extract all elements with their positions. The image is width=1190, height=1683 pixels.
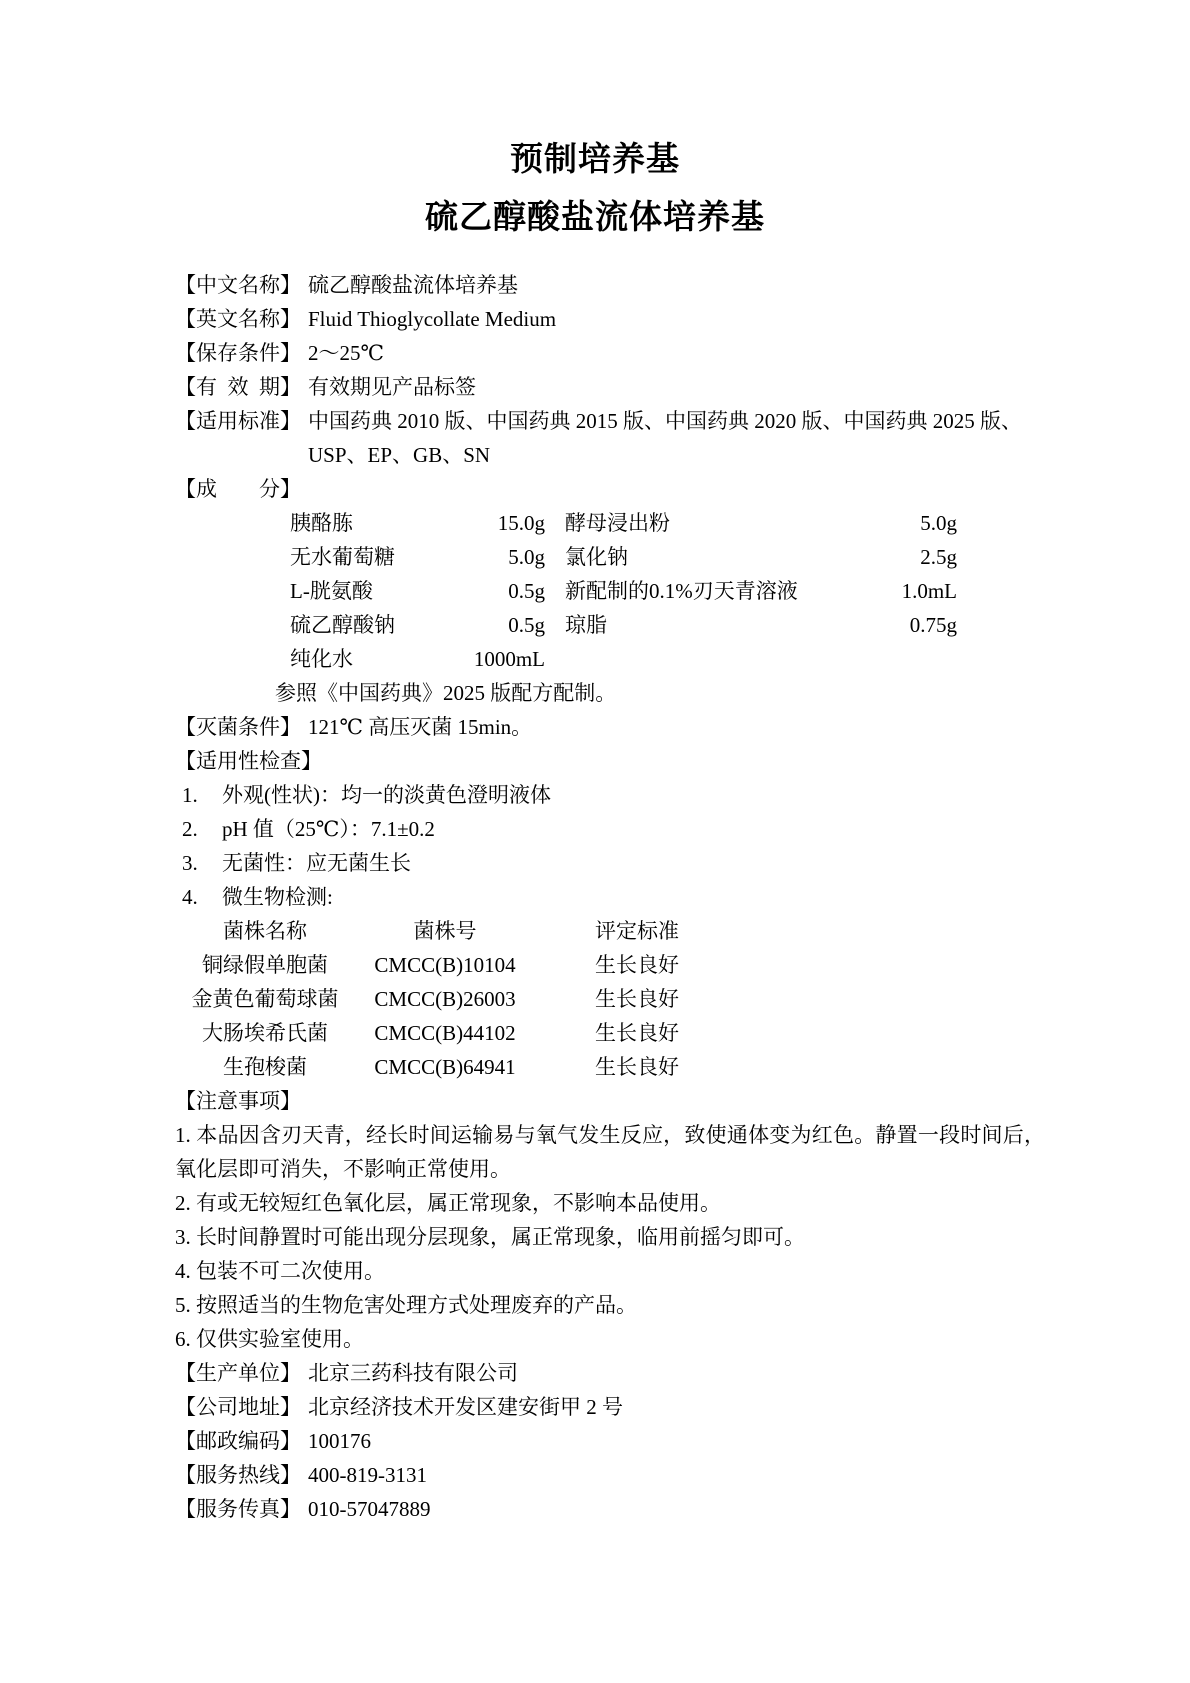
strain-name: 铜绿假单胞菌	[202, 953, 328, 977]
ingredient-name: 新配制的0.1%刃天青溶液	[565, 579, 798, 603]
field-hotline	[175, 1458, 1045, 1492]
section-precautions-label: 【注意事项】	[175, 1089, 301, 1113]
field-value: Fluid Thioglycollate Medium	[308, 307, 557, 331]
item-text: 微生物检测:	[222, 885, 333, 909]
field-en-name	[175, 302, 1045, 336]
ingredient-name	[565, 642, 895, 676]
field-storage	[175, 336, 1045, 370]
field-label: 【保存条件】	[175, 341, 301, 365]
ingredient-name: 无水葡萄糖	[290, 545, 395, 569]
suitability-item	[182, 812, 1045, 846]
precaution-item: 2. 有或无较短红色氧化层，属正常现象，不影响本品使用。	[175, 1191, 721, 1215]
item-text: 无菌性：应无菌生长	[222, 851, 411, 875]
strain-result: 生长良好	[595, 987, 679, 1011]
table-row	[175, 982, 1045, 1016]
composition-row	[290, 642, 1045, 676]
field-label: 【服务传真】	[175, 1497, 301, 1521]
ingredient-amount: 0.5g	[508, 579, 545, 603]
ingredient-amount: 0.5g	[508, 613, 545, 637]
table-row	[175, 948, 1045, 982]
field-value: 100176	[308, 1429, 371, 1453]
section-composition-label: 【成 分】	[175, 477, 301, 501]
section-suitability-label: 【适用性检查】	[175, 749, 322, 773]
field-standards	[175, 404, 1045, 438]
field-value: 400-819-3131	[308, 1463, 427, 1487]
composition-note: 参照《中国药典》2025 版配方配制。	[275, 681, 617, 705]
field-label: 【灭菌条件】	[175, 715, 301, 739]
field-value: 北京三药科技有限公司	[308, 1361, 518, 1385]
ingredient-amount: 1000mL	[473, 647, 545, 671]
document-subtitle: 硫乙醇酸盐流体培养基	[425, 200, 765, 236]
field-fax	[175, 1492, 1045, 1526]
field-label: 【中文名称】	[175, 273, 301, 297]
table-row	[175, 1016, 1045, 1050]
strain-result: 生长良好	[595, 1021, 679, 1045]
column-header: 菌株名称	[223, 919, 307, 943]
composition-row	[290, 506, 1045, 540]
precaution-item: 4. 包装不可二次使用。	[175, 1259, 385, 1283]
suitability-item	[182, 846, 1045, 880]
item-number: 2.	[182, 817, 198, 841]
document-title: 预制培养基	[510, 142, 680, 178]
field-sterilization	[175, 710, 1045, 744]
document-body	[175, 268, 1045, 1526]
field-cn-name	[175, 268, 1045, 302]
precaution-item: 5. 按照适当的生物危害处理方式处理废弃的产品。	[175, 1293, 637, 1317]
strain-number: CMCC(B)26003	[374, 987, 516, 1011]
ingredient-name: L-胱氨酸	[290, 579, 373, 603]
field-label: 【公司地址】	[175, 1395, 301, 1419]
item-text: 外观(性状)：均一的淡黄色澄明液体	[222, 783, 551, 807]
composition-row	[290, 540, 1045, 574]
column-header: 评定标准	[595, 919, 679, 943]
strain-name: 金黄色葡萄球菌	[191, 987, 339, 1011]
ingredient-amount: 2.5g	[920, 545, 957, 569]
strain-result: 生长良好	[595, 953, 679, 977]
precaution-item: 3. 长时间静置时可能出现分层现象，属正常现象，临用前摇匀即可。	[175, 1225, 805, 1249]
field-value: 中国药典 2010 版、中国药典 2015 版、中国药典 2020 版、中国药典 2025 版、	[308, 409, 1022, 433]
ingredient-amount	[895, 642, 957, 676]
item-number: 1.	[182, 783, 198, 807]
ingredient-amount: 5.0g	[508, 545, 545, 569]
strain-name: 生孢梭菌	[223, 1055, 307, 1079]
item-number: 4.	[182, 885, 198, 909]
composition-row	[290, 608, 1045, 642]
suitability-item	[182, 778, 1045, 812]
suitability-item	[182, 880, 1045, 914]
ingredient-name: 硫乙醇酸钠	[290, 613, 395, 637]
field-label: 【生产单位】	[175, 1361, 301, 1385]
item-number: 3.	[182, 851, 198, 875]
ingredient-amount: 0.75g	[909, 613, 957, 637]
ingredient-name: 琼脂	[565, 613, 607, 637]
table-row	[175, 1050, 1045, 1084]
title-block	[0, 140, 1190, 238]
strain-name: 大肠埃希氏菌	[202, 1021, 328, 1045]
ingredient-amount: 1.0mL	[901, 579, 957, 603]
ingredient-name: 酵母浸出粉	[565, 511, 670, 535]
field-postcode	[175, 1424, 1045, 1458]
field-validity	[175, 370, 1045, 404]
strain-result: 生长良好	[595, 1055, 679, 1079]
field-label: 【有 效 期】	[175, 375, 301, 399]
field-value: 121℃ 高压灭菌 15min。	[308, 715, 533, 739]
field-address	[175, 1390, 1045, 1424]
strain-number: CMCC(B)64941	[374, 1055, 516, 1079]
strain-number: CMCC(B)10104	[374, 953, 516, 977]
column-header: 菌株号	[413, 919, 477, 943]
field-value: 北京经济技术开发区建安街甲 2 号	[308, 1395, 623, 1419]
precaution-item: 6. 仅供实验室使用。	[175, 1327, 364, 1351]
precaution-item: 1. 本品因含刃天青，经长时间运输易与氧气发生反应，致使通体变为红色。静置一段时间后，氧化层即可消失，不影响正常使用。	[175, 1123, 1045, 1181]
field-value: 有效期见产品标签	[308, 375, 476, 399]
field-value: 010-57047889	[308, 1497, 431, 1521]
ingredient-name: 氯化钠	[565, 545, 628, 569]
item-text: pH 值（25℃）：7.1±0.2	[222, 817, 435, 841]
ingredient-name: 纯化水	[290, 647, 353, 671]
field-value: 2～25℃	[308, 341, 384, 365]
field-label: 【服务热线】	[175, 1463, 301, 1487]
field-standards-line2: USP、EP、GB、SN	[308, 443, 491, 467]
strain-number: CMCC(B)44102	[374, 1021, 516, 1045]
field-manufacturer	[175, 1356, 1045, 1390]
ingredient-name: 胰酪胨	[290, 511, 353, 535]
ingredient-amount: 5.0g	[920, 511, 957, 535]
microbe-table-header	[175, 914, 1045, 948]
field-value: 硫乙醇酸盐流体培养基	[308, 273, 518, 297]
field-label: 【英文名称】	[175, 307, 301, 331]
ingredient-amount: 15.0g	[497, 511, 545, 535]
field-label: 【邮政编码】	[175, 1429, 301, 1453]
composition-row	[290, 574, 1045, 608]
field-label: 【适用标准】	[175, 409, 301, 433]
